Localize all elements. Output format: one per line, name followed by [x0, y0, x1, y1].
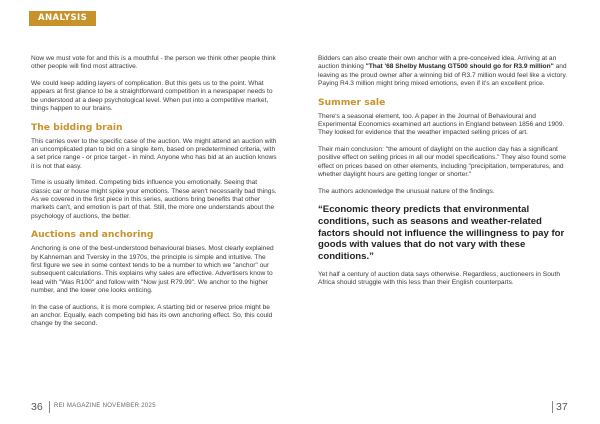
page-number-right: 37: [556, 401, 568, 413]
paragraph: The authors acknowledge the unusual nature of the findings.: [318, 187, 495, 195]
paragraph: Yet half a century of auction data says otherwise. Regardless, auctioneers in South Africa should struggle with this less than their English counterparts.: [318, 270, 561, 286]
footer-magazine-name: REI MAGAZINE NOVEMBER 2025: [54, 403, 156, 409]
section-heading-bidding-brain: The bidding brain: [31, 121, 123, 133]
section-heading-summer-sale: Summer sale: [318, 96, 386, 108]
section-tag: ANALYSIS: [29, 11, 96, 26]
paragraph: Now we must vote for and this is a mouthful - the person we think other people think other people will find most attractive.: [31, 55, 276, 71]
paragraph: We could keep adding layers of complication. But this gets us to the point. What appears at first glance to be a straightforward competition in a newspaper needs to be understood at a deep psychological level. When put into a competitive market, things happen to our brains.: [31, 79, 273, 113]
paragraph: This carries over to the specific case of the auction. We might attend an auction with an uncomplicated plan to bid on a single item, based on predetermined criteria, with a set price range - or price target - in mind. Anyone who has bid at an auction knows it is not that easy.: [31, 137, 277, 170]
left-column: [31, 55, 278, 337]
bold-quote: "That '68 Shelby Mustang GT500 should go for R3.9 million": [365, 63, 554, 71]
paragraph-text: Bidders can also create their own anchor with a pre-conceived idea. Arriving at an auction thinking: [318, 55, 557, 71]
paragraph: Their main conclusion: "the amount of daylight on the auction day has a significant positive effect on selling prices in all our model specifications." They also found some effect on prices based on other elements, including "precipitation, temperatures, and whether daylight hours are getting longer or shorter.": [318, 146, 567, 179]
section-heading-auctions-anchoring: Auctions and anchoring: [31, 229, 154, 241]
pull-quote: “Economic theory predicts that environmental conditions, such as seasons and weather-related factors should not influence the willingness to pay for goods with values that do not vary with these conditions.”: [318, 204, 565, 262]
page-number-left: 36: [31, 401, 43, 413]
footer-divider-left: [49, 401, 50, 413]
paragraph-text: and leaving as the proud owner after a winning bid of R3.7 million would feel like a victory. Paying R4.3 million might bring mixed emotions, even if it's an excellent price.: [318, 63, 568, 88]
paragraph: In the case of auctions, it is more complex. A starting bid or reserve price might be an anchor. Equally, each competing bid has its own anchoring effect. So, this could change by the second.: [31, 303, 273, 328]
footer-divider-right: [552, 401, 553, 413]
paragraph: Time is usually limited. Competing bids influence you emotionally. Seeing that classic car or house might spike your emotions. These aren't necessarily bad things. As we covered in the first piece in this series, auctions bring benefits that other markets can't, and emotion is part of that. Still, the more one understands about the psychology of auctions, the better.: [31, 179, 277, 220]
paragraph: Anchoring is one of the best-understood behavioural biases. Most clearly explained by Kahneman and Tversky in the 1970s, the principle is simple and intuitive. The first figure we see in some context tends to be a number to which we "anchor" our subsequent calculations. This explains why sales are effective. Advertisers know to lead with "Was R100" and follow with "Now just R79.99". We anchor to the higher number, and the lower one looks enticing.: [31, 245, 274, 295]
paragraph: There's a seasonal element, too. A paper in the Journal of Behavioural and Experimental Economics examined art auctions in England between 1856 and 1909. They looked for evidence that the weather impacted selling prices of art.: [318, 112, 565, 137]
right-column: [318, 55, 570, 296]
paragraph: [318, 55, 570, 88]
